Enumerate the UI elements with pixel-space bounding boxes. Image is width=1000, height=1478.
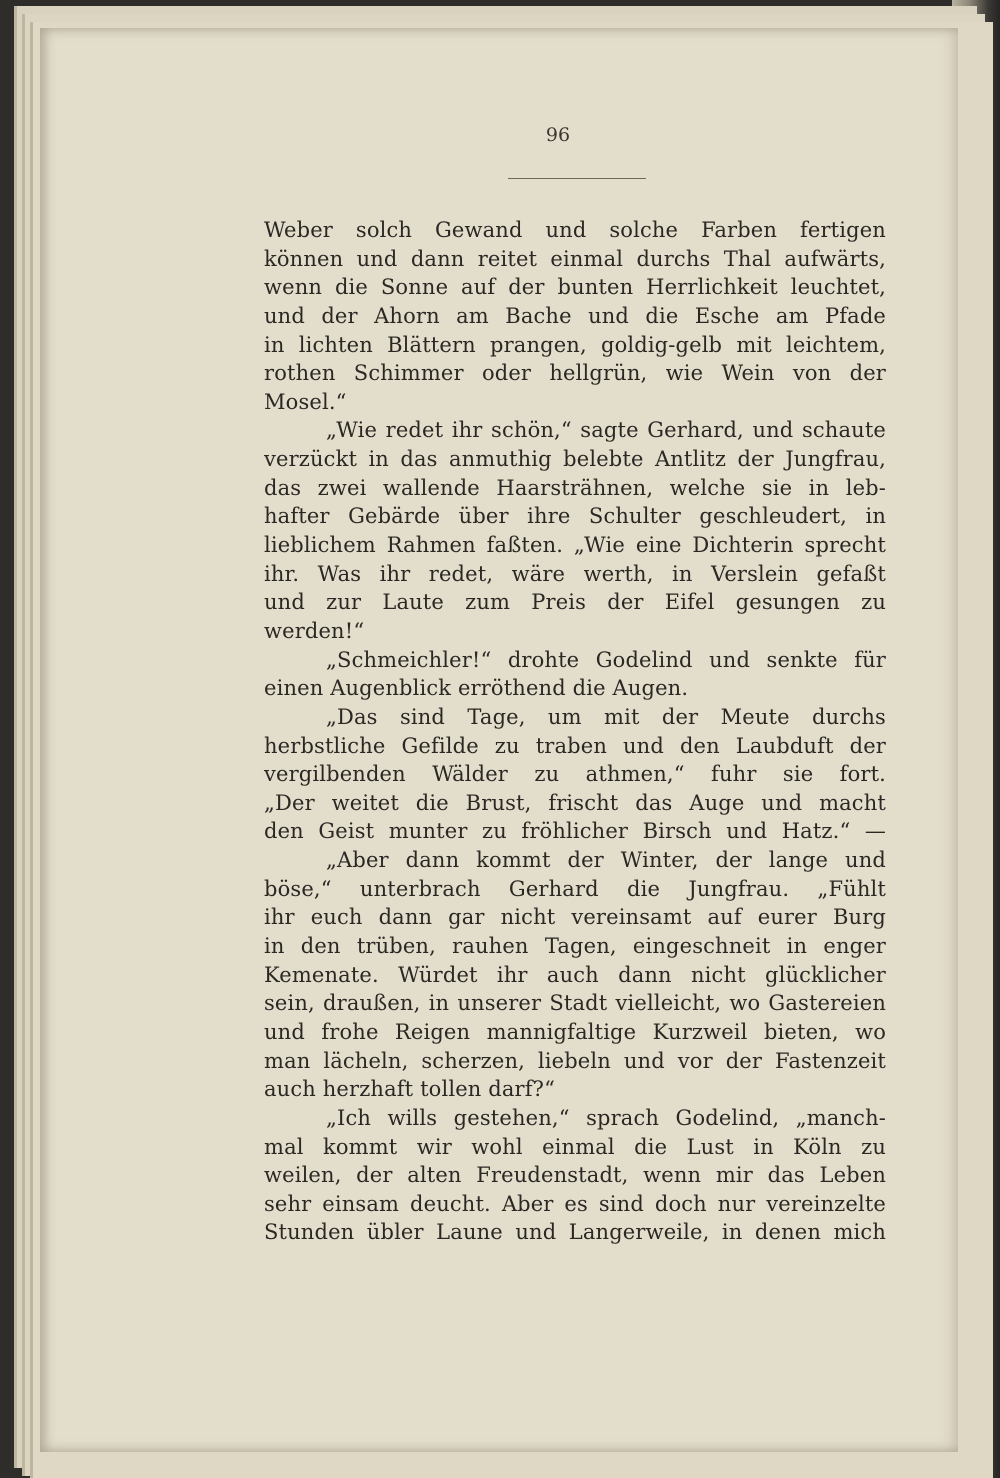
text-line: „Der weitet die Brust, frischt das Auge und macht (264, 790, 886, 815)
text-line: rothen Schimmer oder hellgrün, wie Wein von der (264, 361, 886, 386)
text-line: und frohe Reigen mannigfaltige Kurzweil bieten, wo (264, 1019, 886, 1044)
text-line: hafter Gebärde über ihre Schulter geschleudert, in (264, 504, 886, 529)
text-line: auch herzhaft tollen darf?“ (264, 1077, 555, 1102)
text-line: wenn die Sonne auf der bunten Herrlichkeit leuchtet, (264, 275, 886, 300)
body-text (264, 216, 886, 1247)
page-number: 96 (545, 124, 571, 146)
text-line: Mosel.“ (264, 389, 347, 414)
text-line: böse,“ unterbrach Gerhard die Jungfrau. „Fühlt (264, 876, 886, 901)
text-line: den Geist munter zu fröhlicher Birsch und Hatz.“ — (264, 819, 886, 844)
text-line: und der Ahorn am Bache und die Esche am Pfade (264, 303, 886, 328)
text-line: mal kommt wir wohl einmal die Lust in Köln zu (264, 1134, 886, 1159)
text-line: herbstliche Gefilde zu traben und den Laubduft der (264, 733, 886, 758)
text-line: in den trüben, rauhen Tagen, eingeschneit in enger (264, 934, 886, 959)
text-line: Stunden übler Laune und Langerweile, in denen mich (264, 1220, 886, 1245)
text-line: in lichten Blättern prangen, goldig-gelb mit leichtem, (264, 332, 886, 357)
text-line: „Wie redet ihr schön,“ sagte Gerhard, und schaute (326, 418, 886, 443)
text-line: „Aber dann kommt der Winter, der lange und (326, 848, 886, 873)
text-line: Kemenate. Würdet ihr auch dann nicht glücklicher (264, 962, 886, 987)
text-line: einen Augenblick erröthend die Augen. (264, 676, 689, 701)
text-line: und zur Laute zum Preis der Eifel gesungen zu (264, 590, 886, 615)
text-line: „Das sind Tage, um mit der Meute durchs (326, 704, 886, 729)
text-line: sein, draußen, in unserer Stadt vielleicht, wo Gastereien (264, 991, 886, 1016)
text-line: ihr euch dann gar nicht vereinsamt auf eurer Burg (264, 905, 886, 930)
text-line: verzückt in das anmuthig belebte Antlitz der Jungfrau, (264, 447, 886, 472)
text-line: man lächeln, scherzen, liebeln und vor der Fastenzeit (264, 1048, 886, 1073)
text-line: „Schmeichler!“ drohte Godelind und senkte für (326, 647, 886, 672)
text-line: ihr. Was ihr redet, wäre werth, in Verslein gefaßt (264, 561, 886, 586)
text-line: das zwei wallende Haarsträhnen, welche sie in leb- (264, 475, 886, 500)
text-line: sehr einsam deucht. Aber es sind doch nur vereinzelte (264, 1191, 886, 1216)
text-line: werden!“ (264, 618, 365, 643)
text-line: können und dann reitet einmal durchs Thal aufwärts, (264, 246, 886, 271)
text-line: Weber solch Gewand und solche Farben fertigen (264, 218, 886, 242)
text-line: weilen, der alten Freudenstadt, wenn mir das Leben (264, 1163, 886, 1188)
text-line: vergilbenden Wälder zu athmen,“ fuhr sie fort. (264, 762, 886, 787)
text-line: lieblichem Rahmen faßten. „Wie eine Dichterin sprecht (264, 533, 886, 558)
text-line: „Ich wills gestehen,“ sprach Godelind, „manch- (326, 1105, 886, 1130)
header-rule (508, 178, 646, 179)
